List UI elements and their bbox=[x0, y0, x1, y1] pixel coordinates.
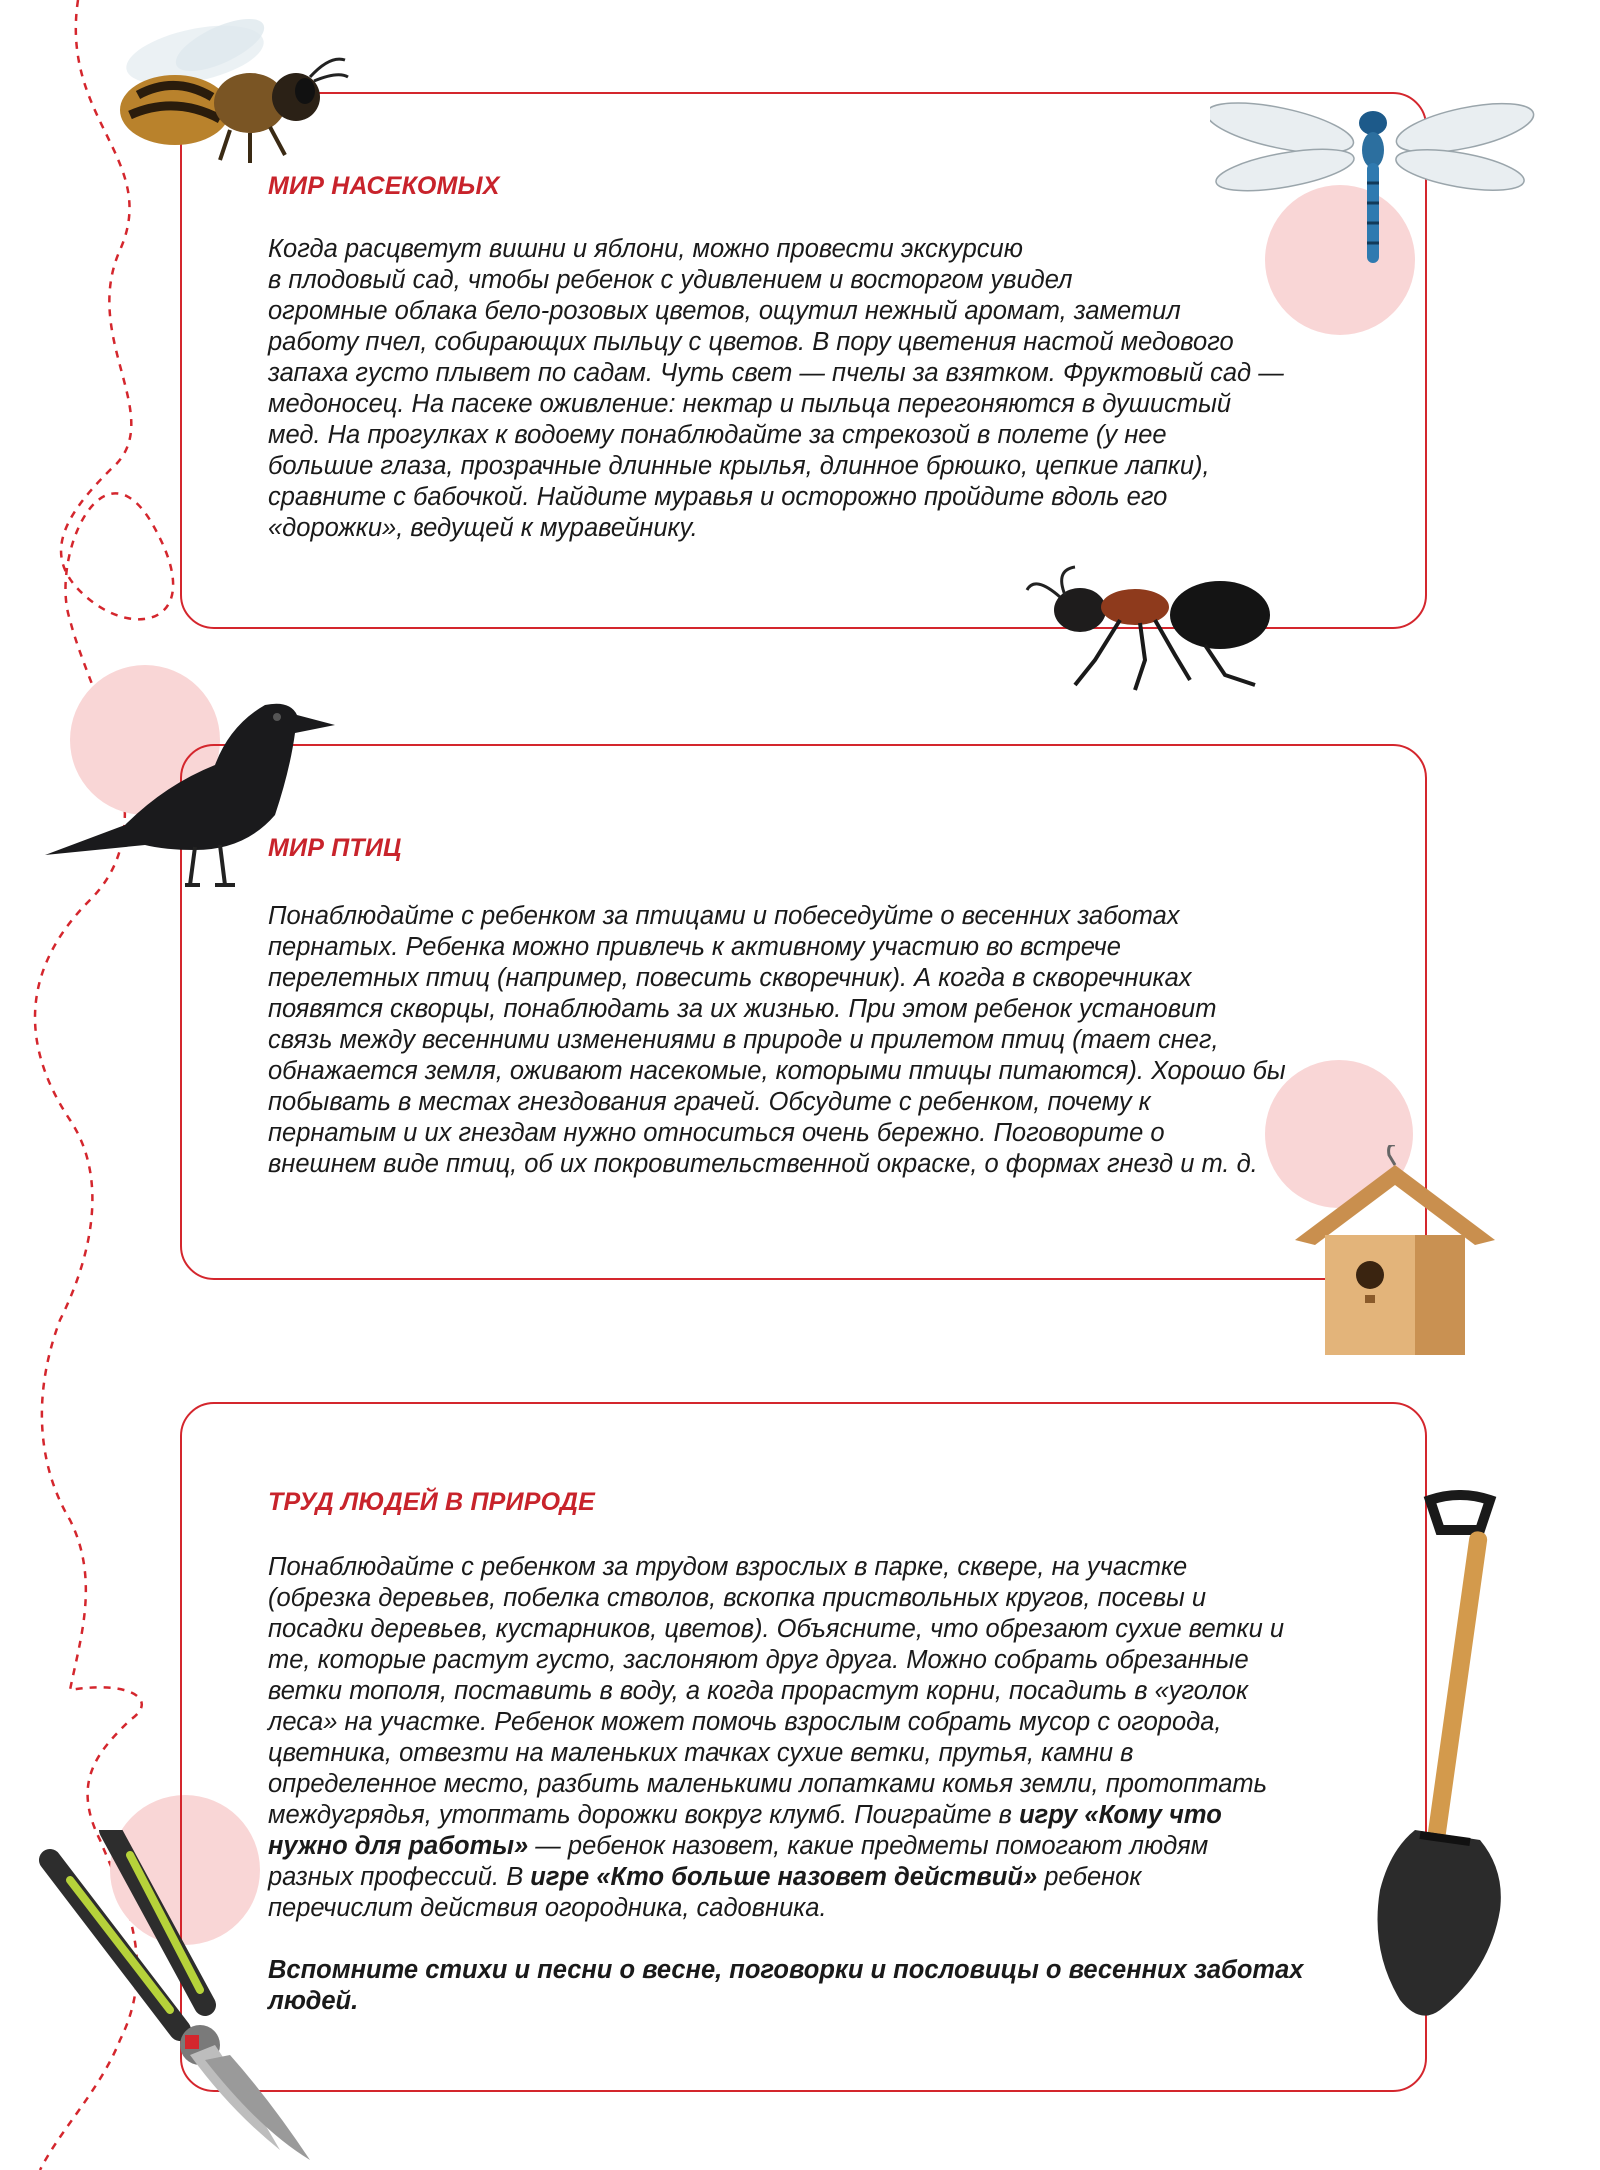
text-line: большие глаза, прозрачные длинные крылья, длинное брюшко, цепкие лапки), bbox=[268, 452, 1210, 480]
game-name: игре «Кто больше назовет действий» bbox=[530, 1863, 1038, 1891]
birdhouse-icon bbox=[1285, 1145, 1505, 1360]
text-line: мед. На прогулках к водоему понаблюдайте за стрекозой в полете (у нее bbox=[268, 421, 1167, 449]
text-line: Понаблюдайте с ребенком за трудом взрослых в парке, сквере, на участке bbox=[268, 1553, 1188, 1581]
birds-text bbox=[268, 901, 1339, 1180]
text-line: леса» на участке. Ребенок может помочь взрослым собрать мусор с огорода, bbox=[268, 1708, 1222, 1736]
text-line: «дорожки», ведущей к муравейнику. bbox=[268, 514, 698, 542]
text-run: — ребенок назовет, какие предметы помогают людям bbox=[528, 1832, 1209, 1860]
text-line: появятся скворцы, понаблюдать за их жизнью. При этом ребенок установит bbox=[268, 995, 1217, 1023]
text-line: определенное место, разбить маленькими лопатками комья земли, протоптать bbox=[268, 1770, 1268, 1798]
closing-line bbox=[268, 1955, 1339, 1986]
text-line: обнажается земля, оживают насекомые, которыми птицы питаются). Хорошо бы bbox=[268, 1057, 1286, 1085]
text-line bbox=[268, 1862, 1339, 1893]
text-line: те, которые растут густо, заслоняют друг друга. Можно собрать обрезанные bbox=[268, 1646, 1249, 1674]
text-line: пернатых. Ребенка можно привлечь к активному участию во встрече bbox=[268, 933, 1121, 961]
shovel-icon bbox=[1330, 1490, 1550, 2030]
text-line: сравните с бабочкой. Найдите муравья и осторожно пройдите вдоль его bbox=[268, 483, 1168, 511]
text-line: запаха густо плывет по садам. Чуть свет — пчелы за взятком. Фруктовый сад — bbox=[268, 359, 1284, 387]
text-line: пернатым и их гнездам нужно относиться очень бережно. Поговорите о bbox=[268, 1119, 1165, 1147]
text-line: цветника, отвезти на маленьких тачках сухие ветки, прутья, камни в bbox=[268, 1739, 1134, 1767]
work-title: ТРУД ЛЮДЕЙ В ПРИРОДЕ bbox=[268, 1488, 596, 1516]
closing-line bbox=[268, 1986, 1339, 2017]
work-text bbox=[268, 1552, 1339, 2017]
bee-icon bbox=[100, 15, 350, 165]
text-line: связь между весенними изменениями в природе и прилетом птиц (тает снег, bbox=[268, 1026, 1219, 1054]
text-line: медоносец. На пасеке оживление: нектар и пыльца перегоняются в душистый bbox=[268, 390, 1232, 418]
text-line: работу пчел, собирающих пыльцу с цветов. В пору цветения настой медового bbox=[268, 328, 1234, 356]
text-line: огромные облака бело-розовых цветов, ощутил нежный аромат, заметил bbox=[268, 297, 1181, 325]
text-line bbox=[268, 1831, 1339, 1862]
closing-text: людей. bbox=[268, 1987, 359, 2015]
text-run: ребенок bbox=[1037, 1863, 1142, 1891]
birds-title: МИР ПТИЦ bbox=[268, 834, 402, 862]
birds-card bbox=[180, 744, 1427, 1280]
text-run: междугрядья, утоптать дорожки вокруг клумб. Поиграйте в bbox=[268, 1801, 1020, 1829]
game-name: игру «Кому что bbox=[1019, 1801, 1222, 1829]
text-line: в плодовый сад, чтобы ребенок с удивлением и восторгом увидел bbox=[268, 266, 1073, 294]
text-line: Понаблюдайте с ребенком за птицами и побеседуйте о весенних заботах bbox=[268, 902, 1180, 930]
text-line: (обрезка деревьев, побелка стволов, вскопка приствольных кругов, посевы и bbox=[268, 1584, 1207, 1612]
pruner-icon bbox=[30, 1830, 330, 2170]
spacer bbox=[268, 1924, 1339, 1955]
text-line: перелетных птиц (например, повесить скворечник). А когда в скворечниках bbox=[268, 964, 1192, 992]
dragonfly-icon bbox=[1210, 88, 1540, 268]
ant-icon bbox=[1025, 565, 1285, 695]
text-line: перечислит действия огородника, садовника. bbox=[268, 1894, 827, 1922]
insects-text bbox=[268, 234, 1339, 544]
closing-text: Вспомните стихи и песни о весне, поговорки и пословицы о весенних заботах bbox=[268, 1956, 1304, 1984]
insects-title: МИР НАСЕКОМЫХ bbox=[268, 172, 500, 200]
text-line: Когда расцветут вишни и яблони, можно провести экскурсию bbox=[268, 235, 1023, 263]
text-line: побывать в местах гнездования грачей. Обсудите с ребенком, почему к bbox=[268, 1088, 1151, 1116]
work-card bbox=[180, 1402, 1427, 2092]
text-line bbox=[268, 1800, 1339, 1831]
crow-icon bbox=[45, 675, 345, 895]
game-name: нужно для работы» bbox=[268, 1832, 529, 1860]
text-line: ветки тополя, поставить в воду, а когда прорастут корни, посадить в «уголок bbox=[268, 1677, 1249, 1705]
text-run: разных профессий. В bbox=[268, 1863, 531, 1891]
text-line: внешнем виде птиц, об их покровительственной окраске, о формах гнезд и т. д. bbox=[268, 1150, 1258, 1178]
text-line: посадки деревьев, кустарников, цветов). Объясните, что обрезают сухие ветки и bbox=[268, 1615, 1285, 1643]
